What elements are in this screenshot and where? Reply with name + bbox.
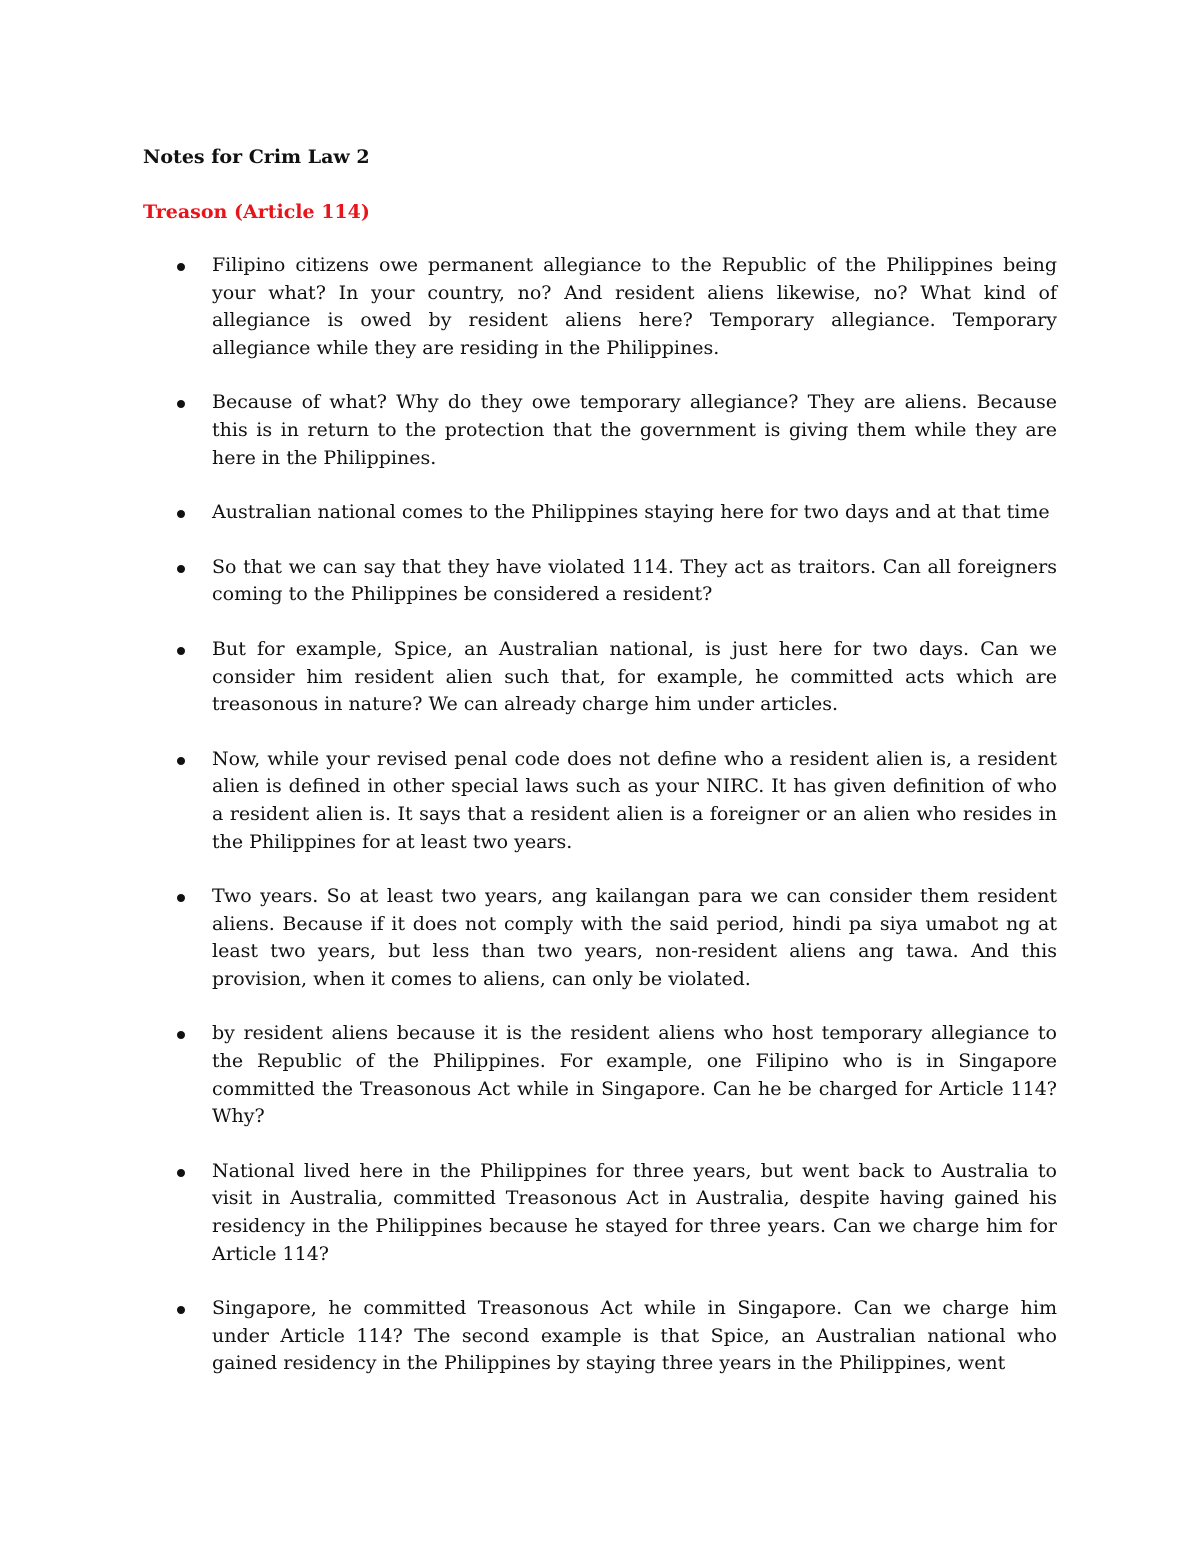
- list-item: [143, 499, 1057, 527]
- list-item: [143, 554, 1057, 609]
- list-item: [143, 746, 1057, 856]
- list-item: [143, 636, 1057, 719]
- bullet-icon: [177, 1031, 185, 1039]
- list-item-text: Now, while your revised penal code does not define who a resident alien is, a resident alien is defined in other special laws such as your NIRC. It has given definition of who a resident alien is. It says that a resident alien is a foreigner or an alien who resides in the Philippines for at least two years.: [212, 747, 1057, 853]
- list-item: [143, 883, 1057, 993]
- document-body: [143, 143, 1057, 1405]
- list-item: [143, 389, 1057, 472]
- bullet-icon: [177, 263, 185, 271]
- list-item-text: National lived here in the Philippines for three years, but went back to Australia to visit in Australia, committed Treasonous Act in Australia, despite having gained his residency in the Philippines because he stayed for three years. Can we charge him for Article 114?: [212, 1159, 1057, 1265]
- list-item-text: by resident aliens because it is the resident aliens who host temporary allegiance to the Republic of the Philippines. For example, one Filipino who is in Singapore committed the Treasonous Act while in Singapore. Can he be charged for Article 114? Why?: [212, 1022, 1057, 1128]
- bullet-icon: [177, 757, 185, 765]
- list-item-text: Filipino citizens owe permanent allegiance to the Republic of the Philippines being your what? In your country, no? And resident aliens likewise, no? What kind of allegiance is owed by resident aliens here? Temporary allegiance. Temporary allegiance while they are residing in the Philippines.: [212, 254, 1057, 359]
- bullet-icon: [177, 565, 185, 573]
- bullet-icon: [177, 647, 185, 655]
- list-item-text: Singapore, he committed Treasonous Act while in Singapore. Can we charge him under Article 114? The second example is that Spice, an Australian national who gained residency in the Philippines by staying three years in the Philippines, went: [212, 1297, 1057, 1375]
- bullet-icon: [177, 1169, 185, 1177]
- list-item-text: Australian national comes to the Philippines staying here for two days and at that time: [212, 501, 1050, 524]
- list-item: [143, 1158, 1057, 1268]
- list-item: [143, 1020, 1057, 1130]
- list-item-text: So that we can say that they have violated 114. They act as traitors. Can all foreigners coming to the Philippines be considered a resident?: [212, 555, 1057, 606]
- bullet-icon: [177, 400, 185, 408]
- bullet-icon: [177, 510, 185, 518]
- list-item: [143, 1295, 1057, 1378]
- bullet-icon: [177, 1306, 185, 1314]
- bullet-icon: [177, 894, 185, 902]
- section-heading-treason: Treason (Article 114): [143, 201, 370, 223]
- list-item-text: Two years. So at least two years, ang kailangan para we can consider them resident aliens. Because if it does not comply with the said period, hindi pa siya umabot ng at least two years, but less than two years, non-resident aliens ang tawa. And this provision, when it comes to aliens, can only be violated.: [212, 885, 1057, 990]
- notes-list: [143, 252, 1057, 1378]
- list-item: [143, 252, 1057, 362]
- list-item-text: Because of what? Why do they owe temporary allegiance? They are aliens. Because this is in return to the protection that the government is giving them while they are here in the Philippines.: [212, 391, 1057, 469]
- document-title: Notes for Crim Law 2: [143, 146, 370, 168]
- list-item-text: But for example, Spice, an Australian national, is just here for two days. Can we consider him resident alien such that, for example, he committed acts which are treasonous in nature? We can already charge him under articles.: [212, 637, 1057, 716]
